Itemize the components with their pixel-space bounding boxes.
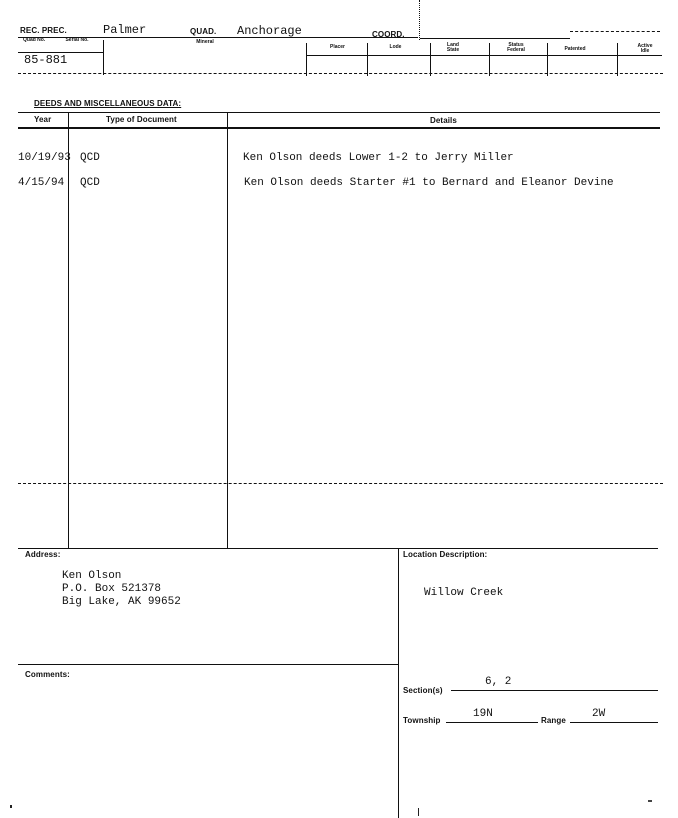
deeds-bottom-rule [18,548,658,549]
record-number: 85-881 [24,53,68,67]
deed-details: Ken Olson deeds Lower 1-2 to Jerry Miller [243,152,514,164]
col-type-of-document: Type of Document [106,115,177,124]
deeds-header-rule [18,127,660,129]
col-active-idle: Active Idle [637,43,653,54]
section-underline [451,690,658,691]
col-year: Year [34,115,52,124]
col-mineral: Mineral [196,39,214,45]
location-description-value: Willow Creek [424,587,504,599]
deed-year: 10/19/93 [18,152,71,164]
header-divider [430,43,431,76]
rec-prec-value: Palmer [103,23,147,37]
scan-speck [418,808,419,816]
lower-divider [398,548,399,818]
range-label: Range [541,716,566,725]
col-patented: Patented [564,46,586,52]
header-divider [103,40,104,75]
township-label: Township [403,716,441,725]
range-underline [570,722,658,723]
col-status-federal: Status Federal [507,42,525,53]
header-divider [367,43,368,76]
address-line: P.O. Box 521378 [62,583,162,595]
top-crop-mark [419,0,420,40]
township-underline [446,722,538,723]
range-value: 2W [592,708,606,720]
col-land-state: Land State [446,42,460,53]
header-divider [617,43,618,76]
location-description-label: Location Description: [403,550,488,559]
col-placer: Placer [329,44,345,50]
deeds-dashed-separator [18,483,663,484]
col-serial-no: Serial No. [65,37,89,43]
col-lode: Lode [389,44,402,50]
deeds-top-rule [18,112,660,113]
quad-value: Anchorage [237,24,302,38]
address-label: Address: [25,550,61,559]
header-divider [489,43,490,76]
address-line: Big Lake, AK 99652 [62,596,181,608]
deed-type: QCD [80,177,100,189]
comments-top-rule [18,664,398,665]
header-divider [547,43,548,76]
header-rule-dash [570,31,660,32]
deed-details: Ken Olson deeds Starter #1 to Bernard and Eleanor Devine [244,177,614,189]
deeds-section-title: DEEDS AND MISCELLANEOUS DATA: [34,99,182,108]
header-divider [306,43,307,76]
col-quad-no: Quad No. [23,37,46,43]
comments-label: Comments: [25,670,70,679]
address-line: Ken Olson [62,570,122,582]
scan-speck [648,800,652,802]
rec-prec-label: REC. PREC. [20,26,67,35]
header-rule-right [420,38,570,39]
subheader-rule-right [306,55,662,56]
col-details: Details [430,116,457,125]
header-table-bottom [18,73,663,74]
coord-label: COORD. [372,30,405,39]
scan-speck [10,805,12,808]
deed-type: QCD [80,152,100,164]
quad-label: QUAD. [190,27,217,36]
section-value: 6, 2 [485,676,512,688]
section-label: Section(s) [403,686,443,695]
deed-year: 4/15/94 [18,177,65,189]
township-value: 19N [473,708,493,720]
